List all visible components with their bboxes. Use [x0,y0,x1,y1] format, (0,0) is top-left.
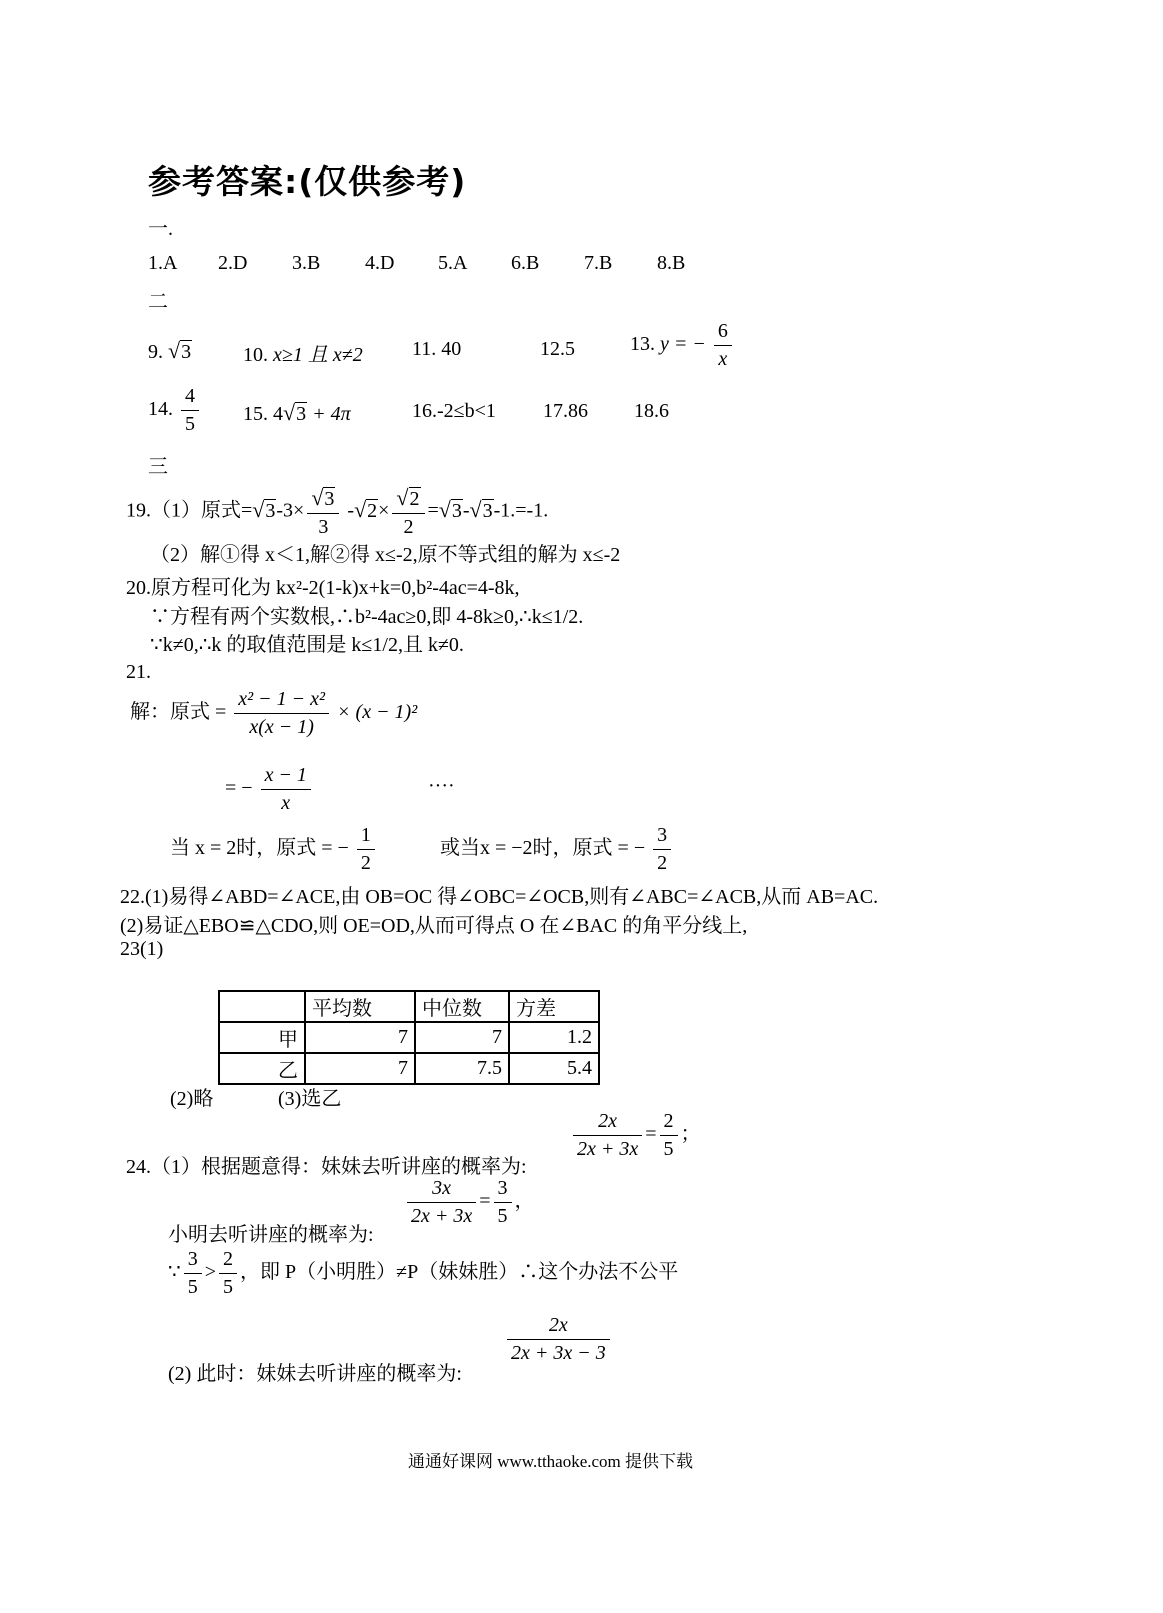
answer-8: 8.B [657,252,686,274]
table-header-cell [219,991,305,1022]
answer-16: 16.-2≤b<1 [412,400,496,422]
section-heading-3: 三 [148,456,168,478]
table-header-cell: 中位数 [415,991,509,1022]
answer-19-1: 19.（1）原式=√3-3× $\frac{√3}{3}$ -√2× $\frac{√2}{2}$ =√3-√3-1.=-1. [126,485,549,538]
table-cell: 7.5 [415,1053,509,1084]
table-cell: 7 [415,1022,509,1053]
answer-21-step-1: 解：原式 = $\frac{\text{x² − 1 − x²}}{x(x - 1)}$ × (x − 1)² [130,688,418,738]
table-cell: 乙 [219,1053,305,1084]
answer-24-line-4: (2) 此时：妹妹去听讲座的概率为: [168,1363,462,1385]
answer-23-2: (2)略 [170,1088,214,1110]
answer-1: 1.A [148,252,178,274]
answer-6: 6.B [511,252,540,274]
answer-12: 12.5 [540,338,575,360]
answer-4: 4.D [365,252,395,274]
answer-24-line-1: 24.（1）根据题意得：妹妹去听讲座的概率为: [126,1156,527,1178]
answer-21-case-1: 当 x = 2时，原式 = − $\frac{1}{2}$ [170,824,378,875]
answer-3: 3.B [292,252,321,274]
table-row [219,1053,599,1084]
table-cell: 甲 [219,1022,305,1053]
page-footer: 通通好课网 www.tthaoke.com 提供下载 [408,1452,694,1471]
table-cell: 5.4 [509,1053,599,1084]
answer-13: 13. y = − $\frac{6}{x}$ [630,320,735,371]
answer-24-line-2: 小明去听讲座的概率为: [168,1224,374,1246]
section-heading-2: 二 [148,291,168,313]
answer-22-line-2: (2)易证△EBO≌△CDO,则 OE=OD,从而可得点 O 在∠BAC 的角平分线上, [120,915,748,937]
table-header-cell: 方差 [509,991,599,1022]
section-heading-1: 一. [148,218,173,240]
answer-23-label: 23(1) [120,938,164,960]
answer-21-step-2: = − $\frac{x - 1}{x}$ [225,764,314,815]
table-cell: 7 [305,1022,415,1053]
table-header-row [219,991,599,1022]
answer-17: 17.86 [543,400,588,422]
answer-24-fraction-1: $\frac{2x}{2x + 3x}$ = $\frac{2}{5}$ ； [570,1110,701,1161]
table-row [219,1022,599,1053]
answer-14: 14. $\frac{4}{5}$ [148,385,202,436]
stats-table [218,990,600,1085]
answer-24-fraction-3: $\frac{2x}{2x + 3x - 3}$ [504,1314,613,1365]
answer-24-comparison: ∵ $\frac{3}{5}$ > $\frac{2}{5}$ ，即 P（小明胜）≠P（妹妹胜）∴这个办法不公平 [168,1248,679,1298]
answer-10: 10. x≥1 且 x≠2 [243,344,363,366]
table-cell: 1.2 [509,1022,599,1053]
answer-21-case-2: 或当x = −2时，原式 = − $\frac{3}{2}$ [440,824,674,875]
table-header-cell: 平均数 [305,991,415,1022]
answer-21-ellipsis: ···· [428,775,455,797]
page-title: 参考答案:(仅供参考) [148,162,467,201]
answer-21-label: 21. [126,661,151,683]
answer-7: 7.B [584,252,613,274]
answer-23-3: (3)选乙 [278,1088,342,1110]
table-cell: 7 [305,1053,415,1084]
answer-11: 11. 40 [412,338,462,360]
answer-18: 18.6 [634,400,669,422]
answer-22-line-1: 22.(1)易得∠ABD=∠ACE,由 OB=OC 得∠OBC=∠OCB,则有∠ABC=∠ACB,从而 AB=AC. [120,886,879,908]
answer-24-fraction-2: $\frac{3x}{2x + 3x}$ = $\frac{3}{5}$ ， [404,1177,535,1228]
answer-19-2: （2）解①得 x＜1,解②得 x≤-2,原不等式组的解为 x≤-2 [150,544,621,566]
answer-5: 5.A [438,252,468,274]
answer-9: 9. √3 [148,338,192,363]
answer-20-line-2: ∵方程有两个实数根,∴b²-4ac≥0,即 4-8k≥0,∴k≤1/2. [150,606,584,628]
answer-20-line-1: 20.原方程可化为 kx²-2(1-k)x+k=0,b²-4ac=4-8k, [126,577,520,599]
answer-20-line-3: ∵k≠0,∴k 的取值范围是 k≤1/2,且 k≠0. [150,634,464,656]
answer-2: 2.D [218,252,248,274]
answer-15: 15. 4√3 + 4π [243,400,351,425]
